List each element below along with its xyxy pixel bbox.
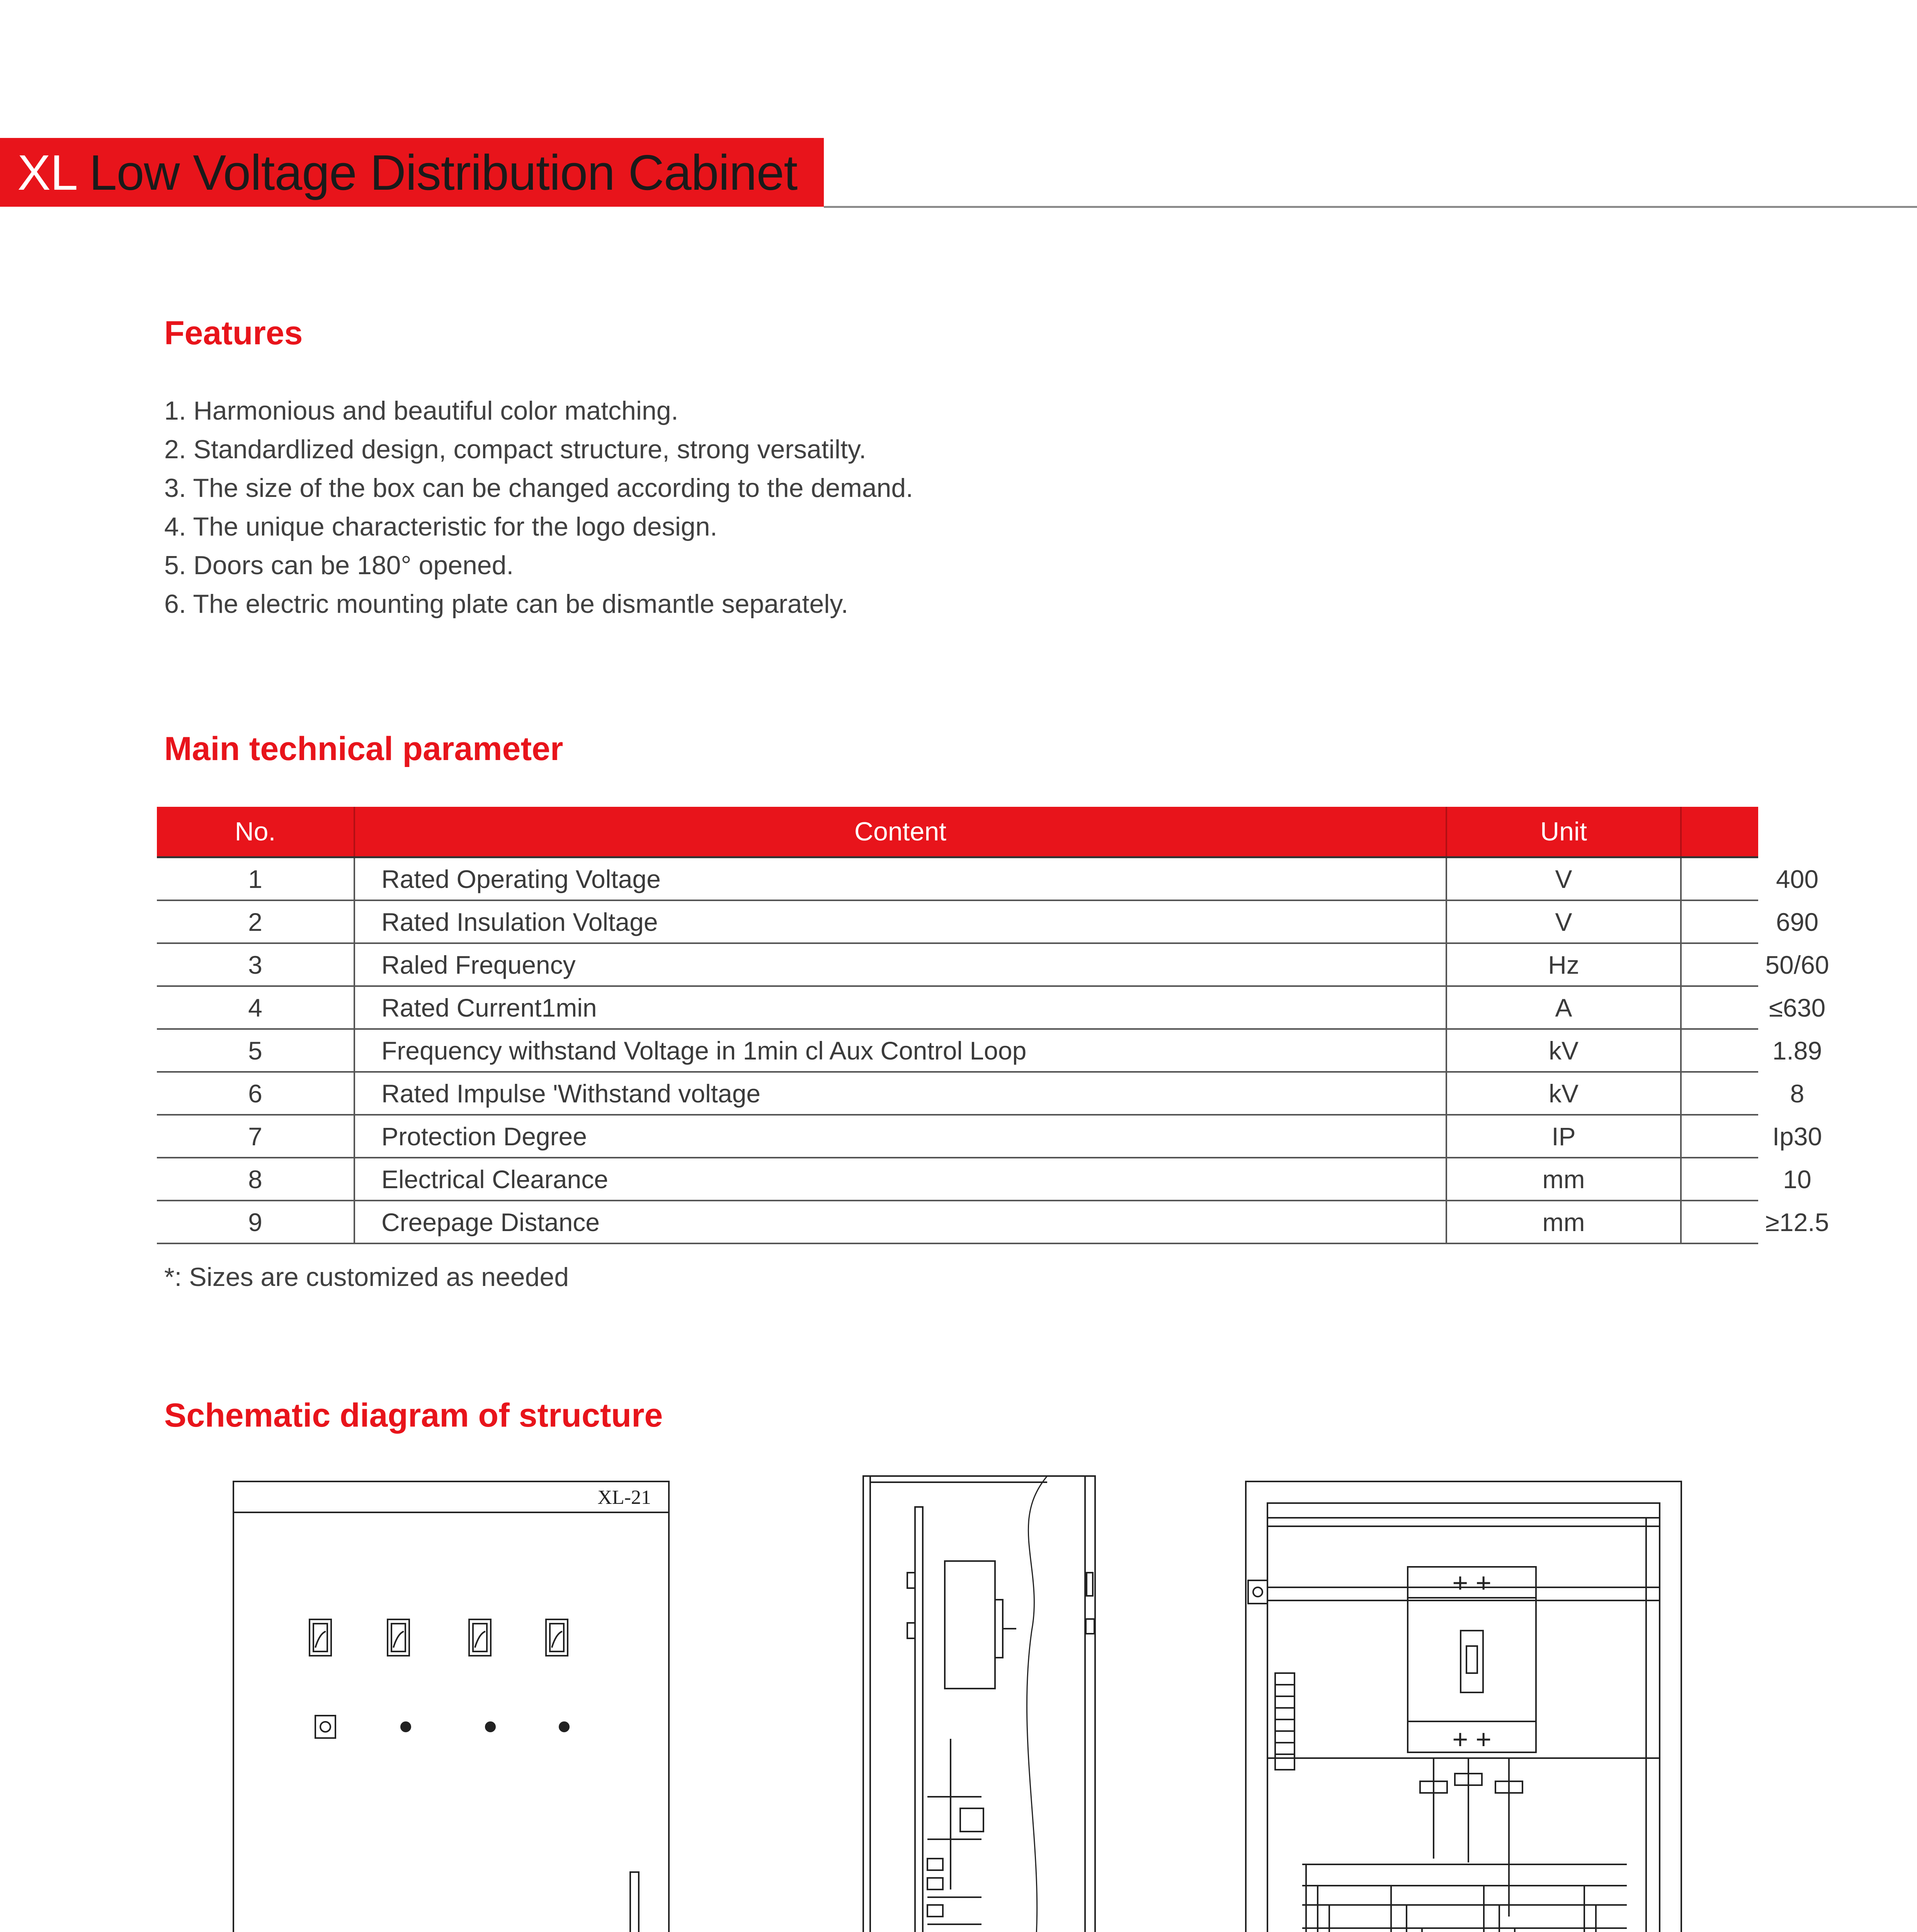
cell-no: 1 — [248, 864, 262, 893]
cell-value: 1.89 — [1680, 1030, 1913, 1071]
cell-value: 8 — [1680, 1073, 1913, 1114]
page-title — [17, 140, 797, 206]
main-breaker — [945, 1561, 995, 1689]
table-row — [157, 1030, 1822, 1073]
parameter-table — [157, 807, 1830, 1244]
cabinet-front-view — [232, 1480, 670, 1932]
cell-no: 7 — [248, 1122, 262, 1151]
table-row — [157, 1201, 1829, 1244]
cell-content: Rated Current1min — [354, 987, 1446, 1028]
cell-unit: IP — [1446, 1116, 1680, 1157]
main-breaker — [1408, 1567, 1536, 1754]
column-header-value: Value — [1680, 807, 1913, 856]
feature-item: 4. The unique characteristic for the logo design. — [164, 512, 718, 541]
cell-value: ≥12.5 — [1680, 1201, 1913, 1243]
feature-item: 1. Harmonious and beautiful color matching. — [164, 396, 679, 425]
feature-item: 5. Doors can be 180° opened. — [164, 551, 514, 580]
cell-content: Protection Degree — [354, 1116, 1446, 1157]
cell-value: 50/60 — [1680, 944, 1913, 985]
cell-value: ≤630 — [1680, 987, 1913, 1028]
parameters-heading: Main technical parameter — [164, 730, 563, 767]
header-rule — [824, 206, 1917, 208]
table-row — [157, 858, 1819, 901]
cell-no: 5 — [248, 1036, 262, 1065]
cell-no: 8 — [248, 1165, 262, 1194]
cell-content: Electrical Clearance — [354, 1158, 1446, 1200]
cell-unit: kV — [1446, 1030, 1680, 1071]
mounting-plate — [915, 1507, 923, 1932]
switch-row — [315, 1716, 569, 1738]
cell-unit: Hz — [1446, 944, 1680, 985]
cell-content: Rated Insulation Voltage — [354, 901, 1446, 942]
table-header-row — [157, 807, 1830, 858]
cell-no: 4 — [248, 993, 262, 1022]
column-header-unit: Unit — [1446, 807, 1680, 856]
cell-unit: V — [1446, 858, 1680, 900]
busbar-connectors — [1302, 1758, 1627, 1932]
cell-unit: V — [1446, 901, 1680, 942]
cell-unit: mm — [1446, 1158, 1680, 1200]
cell-unit: A — [1446, 987, 1680, 1028]
title-code: XL — [17, 145, 76, 201]
cell-no: 2 — [248, 907, 262, 936]
cell-value: 690 — [1680, 901, 1913, 942]
column-header-no: No. — [235, 817, 276, 846]
cell-content: Rated Impulse 'Withstand voltage — [354, 1073, 1446, 1114]
cell-content: Creepage Distance — [354, 1201, 1446, 1243]
table-row — [157, 901, 1819, 944]
cell-no: 9 — [248, 1208, 262, 1236]
schematic-heading: Schematic diagram of structure — [164, 1397, 663, 1434]
table-row — [157, 1073, 1805, 1116]
features-list — [164, 391, 913, 623]
table-row — [157, 987, 1826, 1030]
table-row — [157, 944, 1829, 987]
cell-value: 10 — [1680, 1158, 1913, 1200]
cabinet-model-label: XL-21 — [597, 1486, 651, 1509]
cabinet-side-view — [862, 1468, 1101, 1932]
cable-duct — [1275, 1673, 1294, 1770]
column-header-content: Content — [354, 807, 1446, 856]
cell-content: Frequency withstand Voltage in 1min cl Aux Control Loop — [354, 1030, 1446, 1071]
door-handle — [630, 1872, 639, 1932]
feature-item: 6. The electric mounting plate can be dismantle separately. — [164, 589, 849, 619]
feature-item: 2. Standardlized design, compact structure, strong versatilty. — [164, 435, 866, 464]
cell-unit: mm — [1446, 1201, 1680, 1243]
cell-value: Ip30 — [1680, 1116, 1913, 1157]
cell-content: Raled Frequency — [354, 944, 1446, 985]
cell-value: 400 — [1680, 858, 1913, 900]
meter-row — [310, 1619, 568, 1656]
cell-no: 6 — [248, 1079, 262, 1108]
table-note: *: Sizes are customized as needed — [164, 1262, 569, 1292]
cell-content: Rated Operating Voltage — [354, 858, 1446, 900]
features-heading: Features — [164, 315, 303, 352]
cell-no: 3 — [248, 950, 262, 979]
feature-item: 3. The size of the box can be changed according to the demand. — [164, 473, 913, 503]
busbar-clamps — [927, 1859, 981, 1924]
table-row — [157, 1116, 1822, 1158]
svg-text:+ +: + + — [1452, 1724, 1492, 1754]
title-text: Low Voltage Distribution Cabinet — [89, 145, 798, 201]
cell-unit: kV — [1446, 1073, 1680, 1114]
svg-text:+ +: + + — [1452, 1568, 1492, 1598]
table-row — [157, 1158, 1812, 1201]
cabinet-interior-view — [1244, 1480, 1683, 1932]
